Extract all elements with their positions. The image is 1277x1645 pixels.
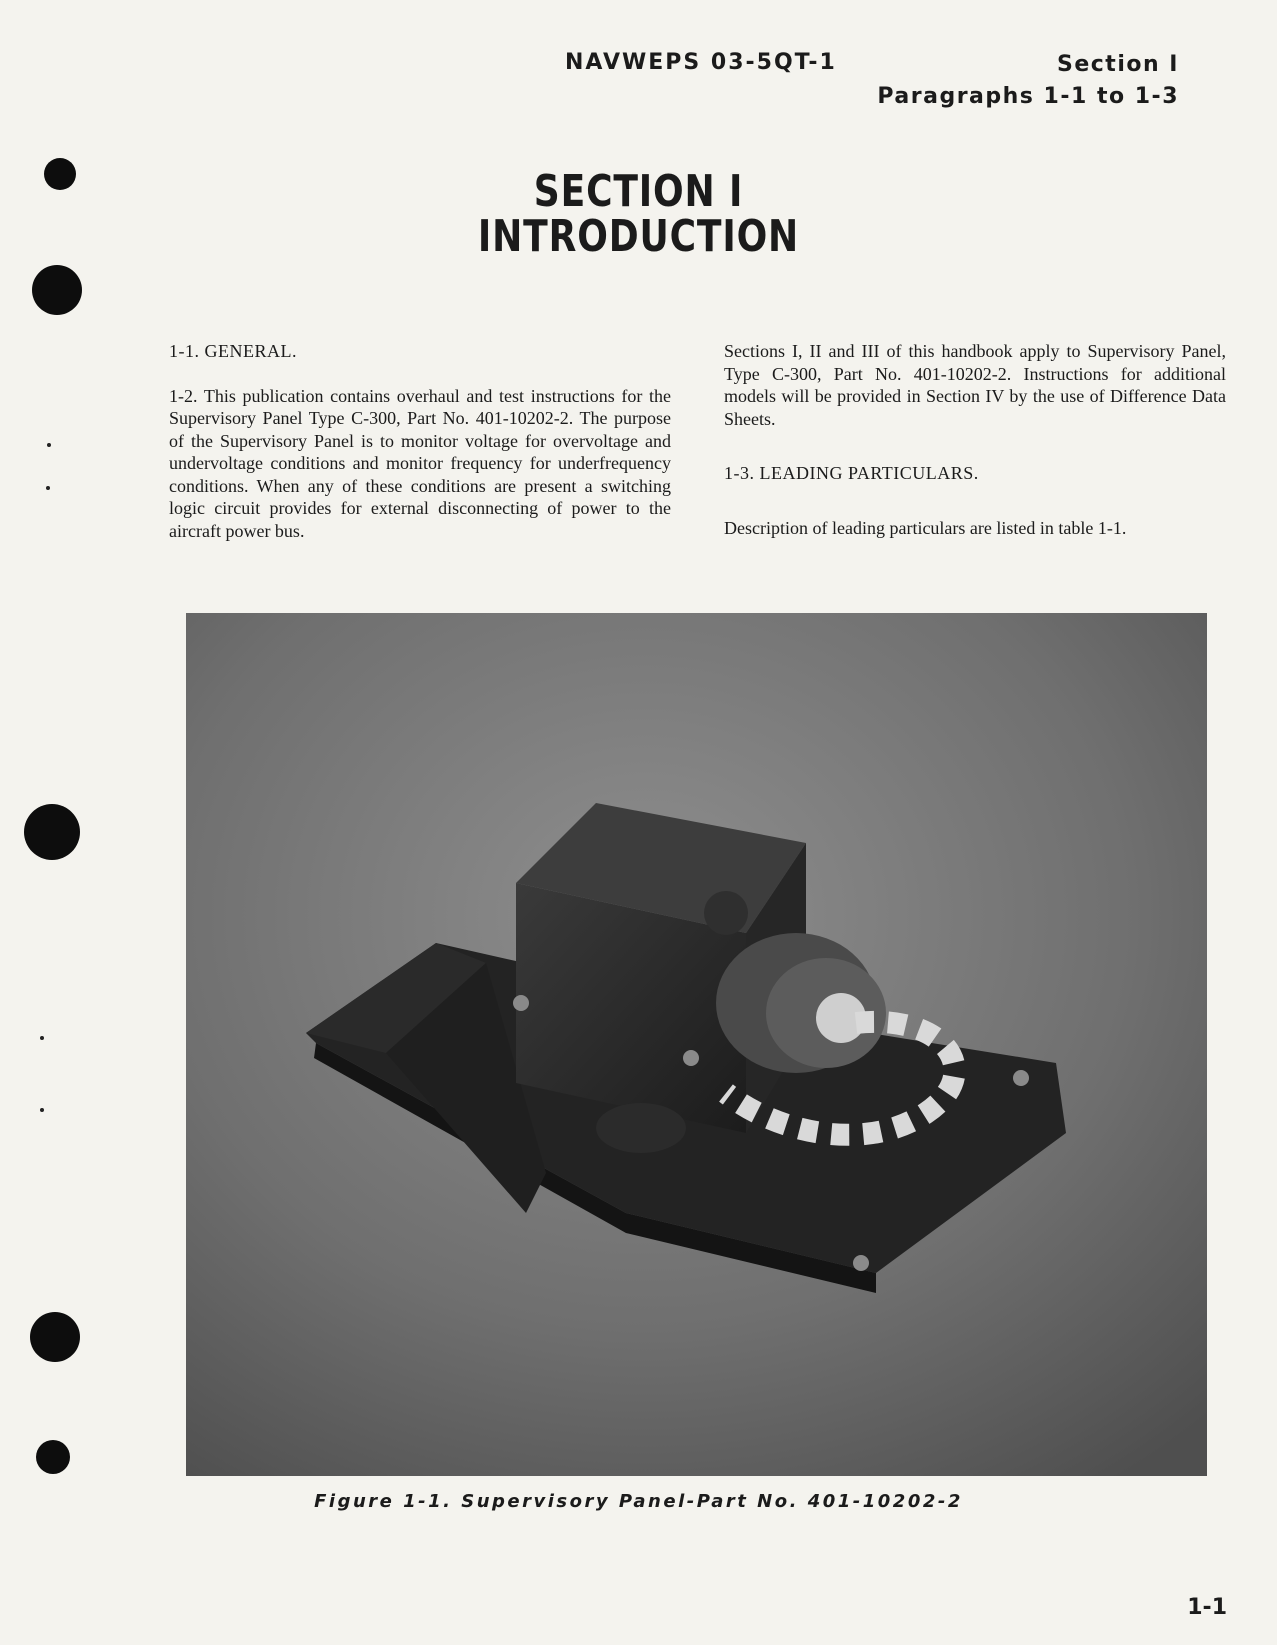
section-title: SECTION I [533, 166, 744, 217]
margin-speck [40, 1036, 44, 1040]
punch-hole [24, 804, 80, 860]
margin-speck [46, 486, 50, 490]
paragraphs-range: Paragraphs 1-1 to 1-3 [877, 84, 1179, 109]
paragraph-1-3: Description of leading particulars are listed in table 1-1. [724, 517, 1127, 538]
punch-hole [32, 265, 82, 315]
document-number: NAVWEPS 03-5QT-1 [565, 50, 837, 75]
section-reference [877, 49, 1179, 113]
left-column [169, 340, 671, 564]
margin-speck [40, 1108, 44, 1112]
punch-hole [44, 158, 76, 190]
margin-speck [47, 443, 51, 447]
paragraph-1-2: 1-2. This publication contains overhaul and test instructions for the Supervisory Panel Type C-300, Part No. 401-10202-2. The purpose of the Supervisory Panel is to monitor voltage for overvoltage and undervoltage conditions and monitor frequency for underfrequency conditions. When any of these conditions are present a switching logic circuit provides for external disconnecting of power to the aircraft power bus. [169, 385, 671, 541]
punch-hole [30, 1312, 80, 1362]
paragraph-sections: Sections I, II and III of this handbook apply to Supervisory Panel, Type C-300, Part No. 401-10202-2. Instructions for additional models will be provided in Section IV by the use of Difference Data Sheets. [724, 341, 1226, 429]
section-label: Section I [1057, 52, 1179, 77]
figure-caption: Figure 1-1. Supervisory Panel-Part No. 401-10202-2 [314, 1491, 963, 1512]
page-number: 1-1 [1187, 1595, 1227, 1620]
section-subtitle: INTRODUCTION [477, 211, 800, 262]
figure-photo [186, 613, 1207, 1476]
right-column [724, 340, 1226, 561]
heading-leading-particulars: 1-3. LEADING PARTICULARS. [724, 463, 979, 483]
heading-general: 1-1. GENERAL. [169, 341, 297, 361]
punch-hole [36, 1440, 70, 1474]
